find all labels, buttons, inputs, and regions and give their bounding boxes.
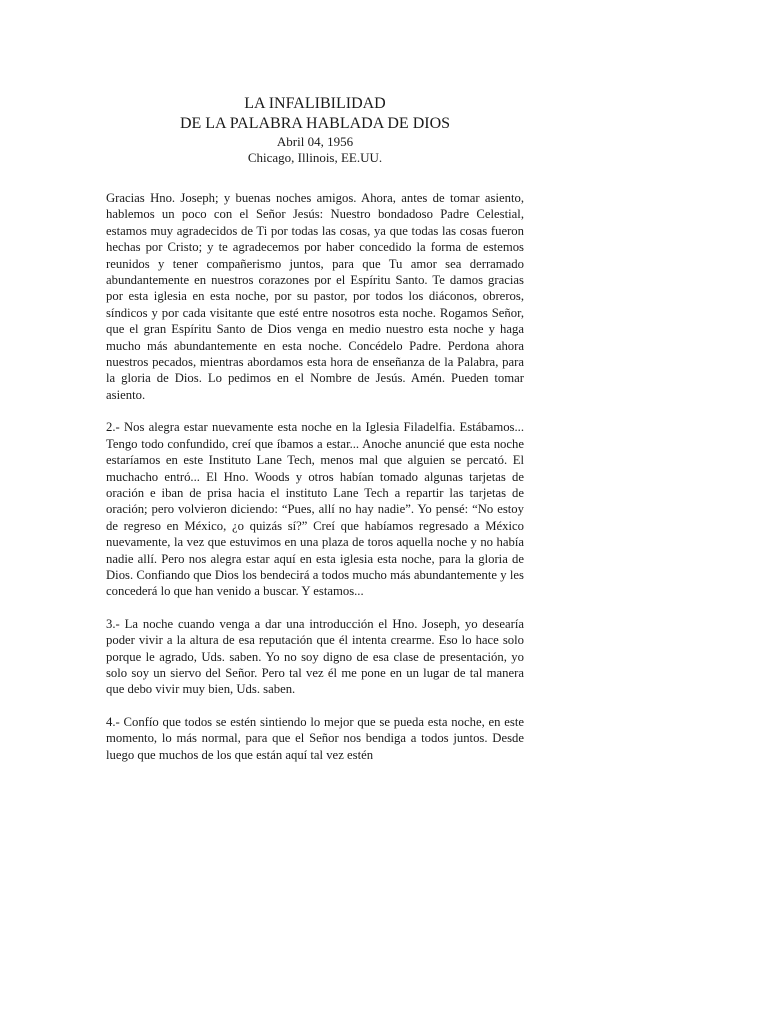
document-page [106,94,524,779]
paragraph-2: 2.- Nos alegra estar nuevamente esta noche en la Iglesia Filadelfia. Estábamos... Tengo todo confundido, creí que íbamos a estar... Anoche anuncié que esta noche estaríamos en este Instituto Lane Tech, menos mal que alguien se percató. El muchacho entró... El Hno. Woods y otros habían tomado algunas tarjetas de oración e iban de prisa hacia el instituto Lane Tech a repartir las tarjetas de oración; pero volvieron diciendo: “Pues, allí no hay nadie”. Yo pensé: “No estoy de regreso en México, ¿o quizás sí?” Creí que habíamos regresado a México nuevamente, la vez que estuvimos en una plaza de toros aquella noche y no había nadie allí. Pero nos alegra estar aquí en esta iglesia esta noche, para la gloria de Dios. Confiando que Dios los bendecirá a todos mucho más abundantemente y les concederá lo que han venido a buscar. Y estamos... [106,420,524,599]
document-body [106,190,524,763]
paragraph-3: 3.- La noche cuando venga a dar una introducción el Hno. Joseph, yo desearía poder vivir a la altura de esa reputación que él intenta crearme. Eso lo hace solo porque le agrado, Uds. saben. Yo no soy digno de esa clase de presentación, yo solo soy un siervo del Señor. Pero tal vez él me pone en un lugar de tal manera que debo vivir muy bien, Uds. saben. [106,616,524,697]
sermon-date: Abril 04, 1956 [276,134,354,149]
title-line-2: DE LA PALABRA HABLADA DE DIOS [179,115,451,132]
sermon-place: Chicago, Illinois, EE.UU. [247,150,383,165]
title-line-1: LA INFALIBILIDAD [244,95,386,112]
paragraph-1: Gracias Hno. Joseph; y buenas noches amigos. Ahora, antes de tomar asiento, hablemos un poco con el Señor Jesús: Nuestro bondadoso Padre Celestial, estamos muy agradecidos de Ti por todas las cosas, ya que todas las cosas fueron hechas por Cristo; y te agradecemos por haber concedido la forma de estemos reunidos y tener compañerismo juntos, para que Tu amor sea derramado abundantemente en nuestros corazones por el Espíritu Santo. Te damos gracias por esta iglesia en esta noche, por su pastor, por todos los diáconos, obreros, síndicos y por cada visitante que esté entre nosotros esta noche. Rogamos Señor, que el gran Espíritu Santo de Dios venga en medio nuestro esta noche y haga mucho más abundantemente en esta noche. Concédelo Padre. Perdona ahora nuestros pecados, mientras abordamos esta hora de enseñanza de la Palabra, para la gloria de Dios. Lo pedimos en el Nombre de Jesús. Amén. Pueden tomar asiento. [106,191,524,402]
paragraph-4: 4.- Confío que todos se estén sintiendo lo mejor que se pueda esta noche, en este momento, lo más normal, para que el Señor nos bendiga a todos juntos. Desde luego que muchos de los que están aquí tal vez estén [106,714,524,762]
